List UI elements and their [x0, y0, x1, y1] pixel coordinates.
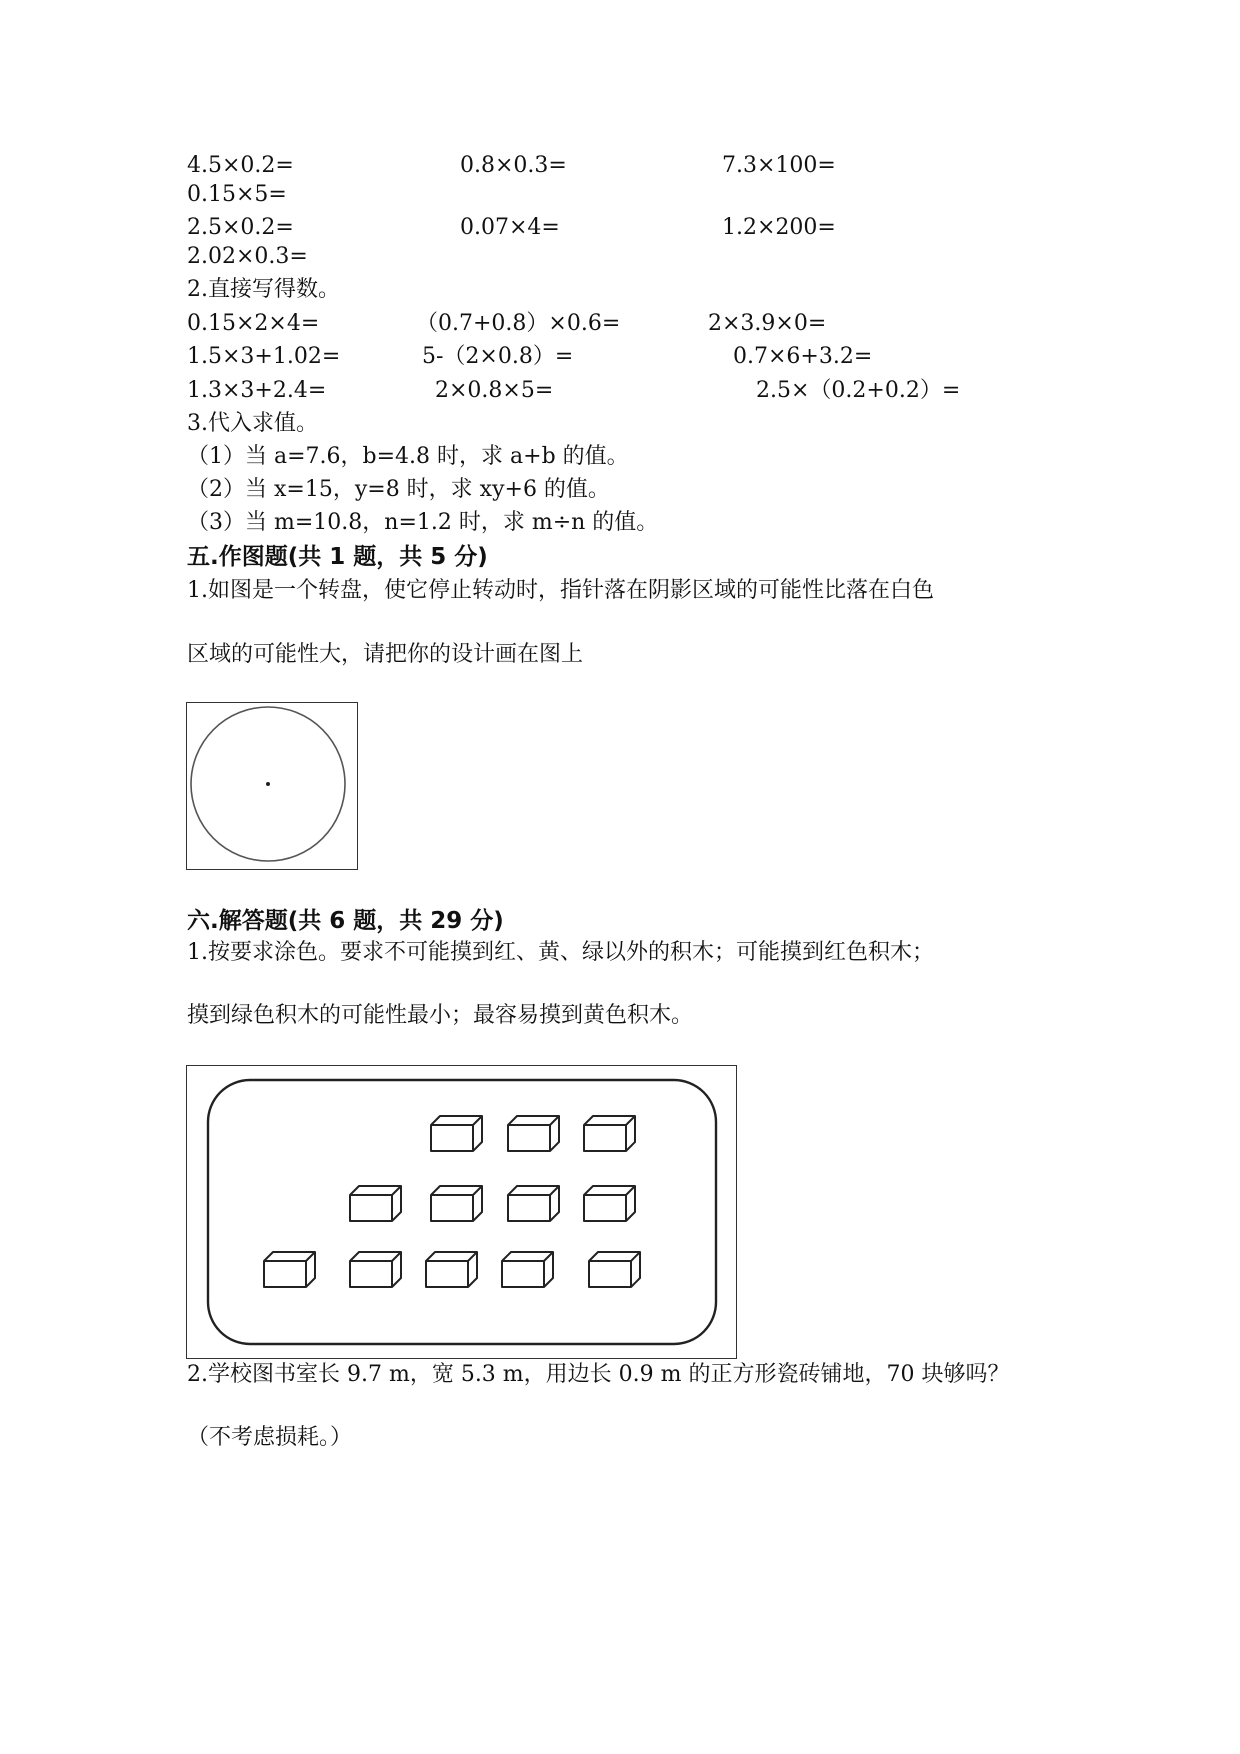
section-5-q1-line2: 区域的可能性大，请把你的设计画在图上: [187, 642, 584, 667]
calc-2-3: 1.2×200=: [722, 215, 836, 240]
block-icon: [589, 1252, 640, 1287]
block-icon: [584, 1116, 635, 1151]
section-5-q1-line1: 1.如图是一个转盘，使它停止转动时，指针落在阴影区域的可能性比落在白色: [187, 578, 934, 603]
calc-2-2: 0.07×4=: [460, 215, 560, 240]
q3-title: 3.代入求值。: [187, 411, 318, 436]
calc-1-2: 0.8×0.3=: [460, 153, 567, 178]
q2-r1-c2: （0.7+0.8）×0.6=: [416, 311, 621, 336]
section-6-q1-line1: 1.按要求涂色。要求不可能摸到红、黄、绿以外的积木；可能摸到红色积木；: [187, 940, 934, 965]
block-icon: [584, 1186, 635, 1221]
calc-2-1: 2.5×0.2=: [187, 215, 294, 240]
block-icon: [508, 1186, 559, 1221]
section-6-q2-line2: （不考虑损耗。）: [187, 1425, 353, 1450]
q2-r1-c1: 0.15×2×4=: [187, 311, 320, 336]
section-6-heading: 六.解答题(共 6 题，共 29 分): [187, 908, 504, 934]
q2-r3-c1: 1.3×3+2.4=: [187, 378, 327, 403]
q3-item-3: （3）当 m=10.8，n=1.2 时，求 m÷n 的值。: [187, 510, 659, 535]
q2-r2-c1: 1.5×3+1.02=: [187, 344, 341, 369]
q2-r2-c3: 0.7×6+3.2=: [733, 344, 873, 369]
block-icon: [431, 1186, 482, 1221]
block-icon: [264, 1252, 315, 1287]
block-icon: [508, 1116, 559, 1151]
block-icon: [350, 1186, 401, 1221]
q2-r3-c2: 2×0.8×5=: [435, 378, 554, 403]
section-5-heading: 五.作图题(共 1 题，共 5 分): [187, 544, 488, 570]
blocks-figure: [186, 1065, 737, 1359]
calc-2-4: 2.02×0.3=: [187, 244, 308, 269]
blocks-bag: [187, 1066, 736, 1358]
calc-1-1: 4.5×0.2=: [187, 153, 294, 178]
block-icon: [426, 1252, 477, 1287]
calc-1-3: 7.3×100=: [722, 153, 836, 178]
spinner-figure: [186, 702, 358, 870]
q3-item-2: （2）当 x=15，y=8 时，求 xy+6 的值。: [187, 477, 610, 502]
spinner-circle: [187, 703, 357, 869]
section-6-q1-line2: 摸到绿色积木的可能性最小；最容易摸到黄色积木。: [187, 1003, 694, 1028]
q2-r2-c2: 5-（2×0.8）=: [422, 344, 574, 369]
block-icon: [350, 1252, 401, 1287]
q2-r1-c3: 2×3.9×0=: [708, 311, 827, 336]
block-icon: [431, 1116, 482, 1151]
section-6-q2-line1: 2.学校图书室长 9.7 m，宽 5.3 m，用边长 0.9 m 的正方形瓷砖铺地，70 块够吗？: [187, 1362, 1010, 1387]
block-icon: [502, 1252, 553, 1287]
q2-r3-c3: 2.5×（0.2+0.2）=: [756, 378, 961, 403]
calc-1-4: 0.15×5=: [187, 182, 287, 207]
q2-title: 2.直接写得数。: [187, 277, 340, 302]
q3-item-1: （1）当 a=7.6，b=4.8 时，求 a+b 的值。: [187, 444, 629, 469]
